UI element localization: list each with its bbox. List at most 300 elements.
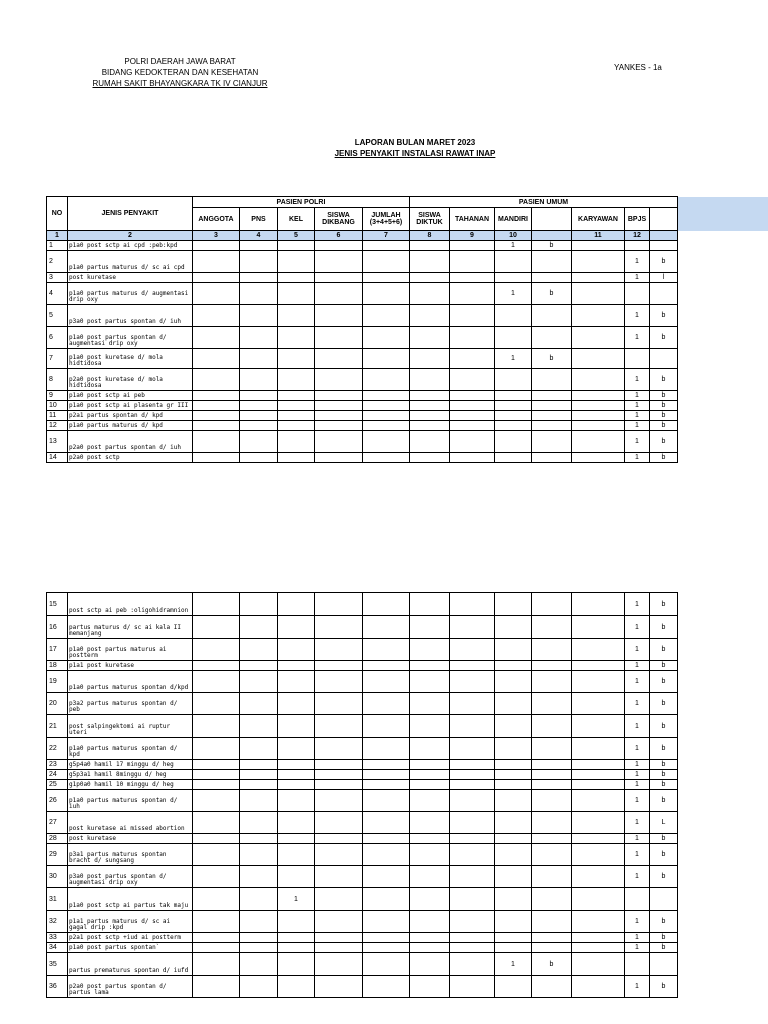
row-disease-name: p2a0 post kuretase d/ mola hidtidosa — [68, 369, 193, 391]
cell-mandiri — [495, 834, 532, 844]
cell-siswa-dikbang — [315, 738, 363, 760]
cell-pns — [240, 639, 278, 661]
cell-bpjs: 1 — [625, 738, 650, 760]
col-number: 1 — [47, 231, 68, 241]
table-row — [47, 593, 678, 616]
cell-karyawan — [572, 933, 625, 943]
cell-tahanan — [450, 411, 495, 421]
cell-bpjs-mark: b — [650, 715, 678, 738]
cell-kel — [278, 431, 315, 453]
cell-tahanan — [450, 812, 495, 834]
cell-mandiri — [495, 431, 532, 453]
row-disease-name: p2a1 partus spontan d/ kpd — [68, 411, 193, 421]
cell-siswa-dikbang — [315, 760, 363, 770]
cell-kel — [278, 593, 315, 616]
cell-pns — [240, 812, 278, 834]
cell-mandiri-mark — [532, 780, 572, 790]
cell-bpjs: 1 — [625, 844, 650, 866]
cell-pns — [240, 834, 278, 844]
row-number: 20 — [47, 693, 68, 715]
cell-siswa-diktuk — [410, 639, 450, 661]
cell-siswa-diktuk — [410, 661, 450, 671]
cell-tahanan — [450, 738, 495, 760]
cell-jumlah — [363, 401, 410, 411]
col-jumlah-header: JUMLAH (3+4+5+6) — [363, 208, 410, 231]
row-disease-name: p2a0 post partus spontan d/ partus lama — [68, 976, 193, 998]
cell-kel — [278, 738, 315, 760]
row-disease-name: p2a0 post partus spontan d/ iuh — [68, 431, 193, 453]
cell-pns — [240, 283, 278, 305]
table-row — [47, 780, 678, 790]
cell-mandiri-mark — [532, 888, 572, 911]
cell-siswa-dikbang — [315, 453, 363, 463]
cell-mandiri-mark — [532, 391, 572, 401]
cell-siswa-diktuk — [410, 349, 450, 369]
cell-siswa-diktuk — [410, 273, 450, 283]
row-number: 6 — [47, 327, 68, 349]
table-row — [47, 812, 678, 834]
cell-karyawan — [572, 834, 625, 844]
cell-anggota — [193, 369, 240, 391]
group-polri-header: PASIEN POLRI — [193, 197, 410, 208]
cell-siswa-diktuk — [410, 391, 450, 401]
cell-siswa-diktuk — [410, 431, 450, 453]
table-row — [47, 616, 678, 639]
cell-mandiri — [495, 715, 532, 738]
row-disease-name: p1a0 partus maturus d/ sc ai cpd — [68, 251, 193, 273]
blue-highlight-band — [678, 197, 768, 231]
cell-jumlah — [363, 790, 410, 812]
cell-anggota — [193, 738, 240, 760]
col-jenis-header: JENIS PENYAKIT — [68, 197, 193, 231]
cell-bpjs — [625, 888, 650, 911]
cell-karyawan — [572, 616, 625, 639]
cell-anggota — [193, 844, 240, 866]
cell-tahanan — [450, 327, 495, 349]
cell-siswa-dikbang — [315, 976, 363, 998]
cell-siswa-dikbang — [315, 933, 363, 943]
cell-siswa-dikbang — [315, 431, 363, 453]
cell-mandiri — [495, 616, 532, 639]
cell-pns — [240, 661, 278, 671]
cell-bpjs: 1 — [625, 780, 650, 790]
cell-jumlah — [363, 933, 410, 943]
cell-anggota — [193, 411, 240, 421]
cell-kel — [278, 693, 315, 715]
cell-mandiri-mark — [532, 933, 572, 943]
cell-karyawan — [572, 715, 625, 738]
cell-tahanan — [450, 639, 495, 661]
cell-mandiri — [495, 933, 532, 943]
cell-pns — [240, 790, 278, 812]
cell-karyawan — [572, 391, 625, 401]
table-row — [47, 327, 678, 349]
cell-bpjs: 1 — [625, 327, 650, 349]
cell-bpjs: 1 — [625, 770, 650, 780]
cell-kel — [278, 639, 315, 661]
cell-siswa-diktuk — [410, 933, 450, 943]
cell-mandiri-mark — [532, 369, 572, 391]
cell-siswa-dikbang — [315, 866, 363, 888]
cell-mandiri-mark — [532, 251, 572, 273]
cell-mandiri-mark — [532, 866, 572, 888]
cell-tahanan — [450, 391, 495, 401]
table-row — [47, 693, 678, 715]
cell-mandiri-mark — [532, 715, 572, 738]
cell-karyawan — [572, 911, 625, 933]
cell-karyawan — [572, 943, 625, 953]
header-line-3: RUMAH SAKIT BHAYANGKARA TK IV CIANJUR — [92, 79, 268, 88]
cell-bpjs-mark: b — [650, 693, 678, 715]
cell-jumlah — [363, 888, 410, 911]
col-siswa-dikbang-header: SISWA DIKBANG — [315, 208, 363, 231]
row-number: 24 — [47, 770, 68, 780]
form-code: YANKES - 1a — [614, 63, 662, 72]
cell-siswa-dikbang — [315, 834, 363, 844]
cell-jumlah — [363, 251, 410, 273]
cell-siswa-dikbang — [315, 715, 363, 738]
row-disease-name: p1a0 partus maturus spontan d/ kpd — [68, 738, 193, 760]
cell-bpjs-mark: b — [650, 431, 678, 453]
cell-mandiri-mark — [532, 738, 572, 760]
cell-karyawan — [572, 401, 625, 411]
row-number: 2 — [47, 251, 68, 273]
cell-pns — [240, 251, 278, 273]
cell-mandiri-mark — [532, 305, 572, 327]
cell-siswa-dikbang — [315, 616, 363, 639]
cell-mandiri — [495, 401, 532, 411]
row-number: 35 — [47, 953, 68, 976]
row-number: 10 — [47, 401, 68, 411]
cell-anggota — [193, 639, 240, 661]
cell-karyawan — [572, 780, 625, 790]
cell-kel — [278, 283, 315, 305]
row-number: 26 — [47, 790, 68, 812]
cell-anggota — [193, 327, 240, 349]
cell-jumlah — [363, 391, 410, 401]
cell-mandiri-mark — [532, 593, 572, 616]
cell-bpjs: 1 — [625, 933, 650, 943]
cell-jumlah — [363, 305, 410, 327]
row-number: 19 — [47, 671, 68, 693]
cell-siswa-dikbang — [315, 953, 363, 976]
cell-bpjs: 1 — [625, 943, 650, 953]
cell-siswa-dikbang — [315, 888, 363, 911]
cell-kel — [278, 401, 315, 411]
col-anggota-header: ANGGOTA — [193, 208, 240, 231]
cell-siswa-diktuk — [410, 953, 450, 976]
cell-bpjs: 1 — [625, 976, 650, 998]
cell-jumlah — [363, 616, 410, 639]
row-disease-name: p1a0 partus maturus spontan d/ iuh — [68, 790, 193, 812]
cell-anggota — [193, 888, 240, 911]
cell-jumlah — [363, 953, 410, 976]
cell-jumlah — [363, 639, 410, 661]
row-disease-name: p1a0 post partus maturus ai postterm — [68, 639, 193, 661]
cell-jumlah — [363, 453, 410, 463]
cell-anggota — [193, 790, 240, 812]
cell-mandiri-mark — [532, 770, 572, 780]
cell-siswa-diktuk — [410, 866, 450, 888]
cell-tahanan — [450, 401, 495, 411]
cell-mandiri — [495, 738, 532, 760]
row-number: 34 — [47, 943, 68, 953]
row-number: 16 — [47, 616, 68, 639]
cell-mandiri-mark — [532, 976, 572, 998]
row-disease-name: p2a0 post sctp — [68, 453, 193, 463]
cell-jumlah — [363, 812, 410, 834]
cell-tahanan — [450, 241, 495, 251]
cell-tahanan — [450, 273, 495, 283]
cell-siswa-diktuk — [410, 369, 450, 391]
cell-mandiri — [495, 661, 532, 671]
cell-kel — [278, 671, 315, 693]
cell-mandiri — [495, 844, 532, 866]
table-row — [47, 391, 678, 401]
cell-bpjs: 1 — [625, 693, 650, 715]
table-row — [47, 639, 678, 661]
cell-siswa-diktuk — [410, 943, 450, 953]
row-disease-name: p3a1 partus maturus spontan bracht d/ sungsang — [68, 844, 193, 866]
cell-bpjs-mark: b — [650, 421, 678, 431]
cell-bpjs: 1 — [625, 866, 650, 888]
cell-tahanan — [450, 616, 495, 639]
cell-tahanan — [450, 844, 495, 866]
cell-karyawan — [572, 844, 625, 866]
cell-siswa-diktuk — [410, 693, 450, 715]
cell-tahanan — [450, 953, 495, 976]
cell-kel — [278, 616, 315, 639]
table-row — [47, 411, 678, 421]
cell-karyawan — [572, 738, 625, 760]
cell-jumlah — [363, 844, 410, 866]
cell-siswa-dikbang — [315, 639, 363, 661]
cell-anggota — [193, 933, 240, 943]
cell-mandiri-mark — [532, 616, 572, 639]
cell-bpjs: 1 — [625, 593, 650, 616]
col-number: 12 — [625, 231, 650, 241]
table-row — [47, 943, 678, 953]
cell-siswa-diktuk — [410, 715, 450, 738]
cell-pns — [240, 671, 278, 693]
cell-mandiri-mark — [532, 812, 572, 834]
cell-bpjs: 1 — [625, 715, 650, 738]
cell-mandiri-mark: b — [532, 953, 572, 976]
row-disease-name: p1a0 partus maturus d/ kpd — [68, 421, 193, 431]
cell-kel — [278, 760, 315, 770]
table-row — [47, 401, 678, 411]
cell-kel — [278, 305, 315, 327]
cell-siswa-dikbang — [315, 844, 363, 866]
cell-anggota — [193, 421, 240, 431]
cell-siswa-diktuk — [410, 671, 450, 693]
cell-siswa-dikbang — [315, 369, 363, 391]
cell-bpjs-mark: b — [650, 790, 678, 812]
cell-karyawan — [572, 976, 625, 998]
cell-anggota — [193, 976, 240, 998]
cell-bpjs: 1 — [625, 411, 650, 421]
cell-bpjs-mark: b — [650, 911, 678, 933]
cell-pns — [240, 770, 278, 780]
cell-mandiri — [495, 770, 532, 780]
cell-pns — [240, 844, 278, 866]
cell-siswa-dikbang — [315, 943, 363, 953]
cell-bpjs: 1 — [625, 812, 650, 834]
cell-kel — [278, 780, 315, 790]
cell-mandiri-mark — [532, 273, 572, 283]
cell-bpjs: 1 — [625, 760, 650, 770]
cell-tahanan — [450, 943, 495, 953]
cell-pns — [240, 411, 278, 421]
row-number: 28 — [47, 834, 68, 844]
table-row — [47, 953, 678, 976]
cell-pns — [240, 933, 278, 943]
cell-anggota — [193, 349, 240, 369]
cell-bpjs-mark: b — [650, 671, 678, 693]
row-disease-name: p1a0 partus maturus d/ augmentasi drip oxy — [68, 283, 193, 305]
cell-anggota — [193, 593, 240, 616]
table-row — [47, 671, 678, 693]
cell-kel — [278, 770, 315, 780]
row-disease-name: p3a0 post partus spontan d/ augmentasi drip oxy — [68, 866, 193, 888]
cell-bpjs — [625, 953, 650, 976]
cell-mandiri-mark — [532, 760, 572, 770]
cell-karyawan — [572, 888, 625, 911]
cell-anggota — [193, 780, 240, 790]
row-number: 25 — [47, 780, 68, 790]
row-number: 7 — [47, 349, 68, 369]
cell-bpjs: 1 — [625, 616, 650, 639]
cell-mandiri — [495, 327, 532, 349]
cell-kel — [278, 953, 315, 976]
cell-kel — [278, 790, 315, 812]
table-row — [47, 844, 678, 866]
cell-kel — [278, 453, 315, 463]
row-number: 13 — [47, 431, 68, 453]
cell-siswa-diktuk — [410, 593, 450, 616]
cell-anggota — [193, 616, 240, 639]
cell-mandiri — [495, 593, 532, 616]
cell-pns — [240, 616, 278, 639]
cell-anggota — [193, 911, 240, 933]
cell-siswa-diktuk — [410, 327, 450, 349]
cell-bpjs-mark — [650, 283, 678, 305]
cell-pns — [240, 431, 278, 453]
cell-mandiri — [495, 812, 532, 834]
disease-table-page-2 — [46, 592, 678, 998]
cell-pns — [240, 976, 278, 998]
cell-tahanan — [450, 431, 495, 453]
cell-karyawan — [572, 790, 625, 812]
row-number: 17 — [47, 639, 68, 661]
cell-siswa-diktuk — [410, 888, 450, 911]
cell-kel — [278, 911, 315, 933]
cell-bpjs-mark — [650, 888, 678, 911]
cell-jumlah — [363, 738, 410, 760]
col-number: 4 — [240, 231, 278, 241]
cell-bpjs-mark: b — [650, 391, 678, 401]
cell-siswa-diktuk — [410, 834, 450, 844]
row-disease-name: post salpingektomi ai ruptur uteri — [68, 715, 193, 738]
cell-pns — [240, 401, 278, 411]
cell-bpjs: 1 — [625, 911, 650, 933]
cell-kel — [278, 661, 315, 671]
cell-karyawan — [572, 671, 625, 693]
col-siswa-diktuk-header: SISWA DIKTUK — [410, 208, 450, 231]
row-disease-name: g1p0a0 hamil 10 minggu d/ heg — [68, 780, 193, 790]
cell-karyawan — [572, 305, 625, 327]
cell-bpjs: 1 — [625, 273, 650, 283]
col-number: 8 — [410, 231, 450, 241]
table-row — [47, 273, 678, 283]
cell-bpjs-mark: b — [650, 780, 678, 790]
cell-siswa-diktuk — [410, 453, 450, 463]
row-number: 36 — [47, 976, 68, 998]
cell-siswa-diktuk — [410, 976, 450, 998]
row-disease-name: post sctp ai peb :oligohidramnion — [68, 593, 193, 616]
row-number: 8 — [47, 369, 68, 391]
row-disease-name: p3a2 partus maturus spontan d/ peb — [68, 693, 193, 715]
cell-kel — [278, 241, 315, 251]
row-number: 14 — [47, 453, 68, 463]
cell-karyawan — [572, 251, 625, 273]
cell-siswa-dikbang — [315, 911, 363, 933]
row-number: 30 — [47, 866, 68, 888]
cell-anggota — [193, 661, 240, 671]
row-disease-name: p1a0 post sctp ai plasenta gr III — [68, 401, 193, 411]
cell-mandiri-mark — [532, 671, 572, 693]
cell-tahanan — [450, 369, 495, 391]
cell-pns — [240, 349, 278, 369]
cell-tahanan — [450, 693, 495, 715]
cell-jumlah — [363, 327, 410, 349]
cell-mandiri — [495, 671, 532, 693]
cell-jumlah — [363, 780, 410, 790]
cell-bpjs-mark: b — [650, 305, 678, 327]
cell-pns — [240, 693, 278, 715]
cell-pns — [240, 369, 278, 391]
row-disease-name: partus prematurus spontan d/ iufd — [68, 953, 193, 976]
cell-anggota — [193, 943, 240, 953]
cell-mandiri-mark: b — [532, 349, 572, 369]
cell-bpjs-mark: b — [650, 866, 678, 888]
cell-mandiri-mark — [532, 790, 572, 812]
cell-jumlah — [363, 431, 410, 453]
group-umum-header: PASIEN UMUM — [410, 197, 678, 208]
cell-jumlah — [363, 411, 410, 421]
row-disease-name: post kuretase — [68, 273, 193, 283]
cell-anggota — [193, 834, 240, 844]
cell-karyawan — [572, 693, 625, 715]
cell-jumlah — [363, 715, 410, 738]
row-number: 11 — [47, 411, 68, 421]
cell-tahanan — [450, 305, 495, 327]
cell-jumlah — [363, 273, 410, 283]
col-number: 11 — [572, 231, 625, 241]
cell-jumlah — [363, 349, 410, 369]
cell-bpjs: 1 — [625, 453, 650, 463]
cell-mandiri — [495, 976, 532, 998]
cell-jumlah — [363, 760, 410, 770]
cell-bpjs-mark: b — [650, 369, 678, 391]
cell-siswa-diktuk — [410, 738, 450, 760]
table-row — [47, 866, 678, 888]
cell-kel — [278, 391, 315, 401]
cell-anggota — [193, 866, 240, 888]
cell-pns — [240, 888, 278, 911]
cell-karyawan — [572, 770, 625, 780]
cell-kel — [278, 715, 315, 738]
